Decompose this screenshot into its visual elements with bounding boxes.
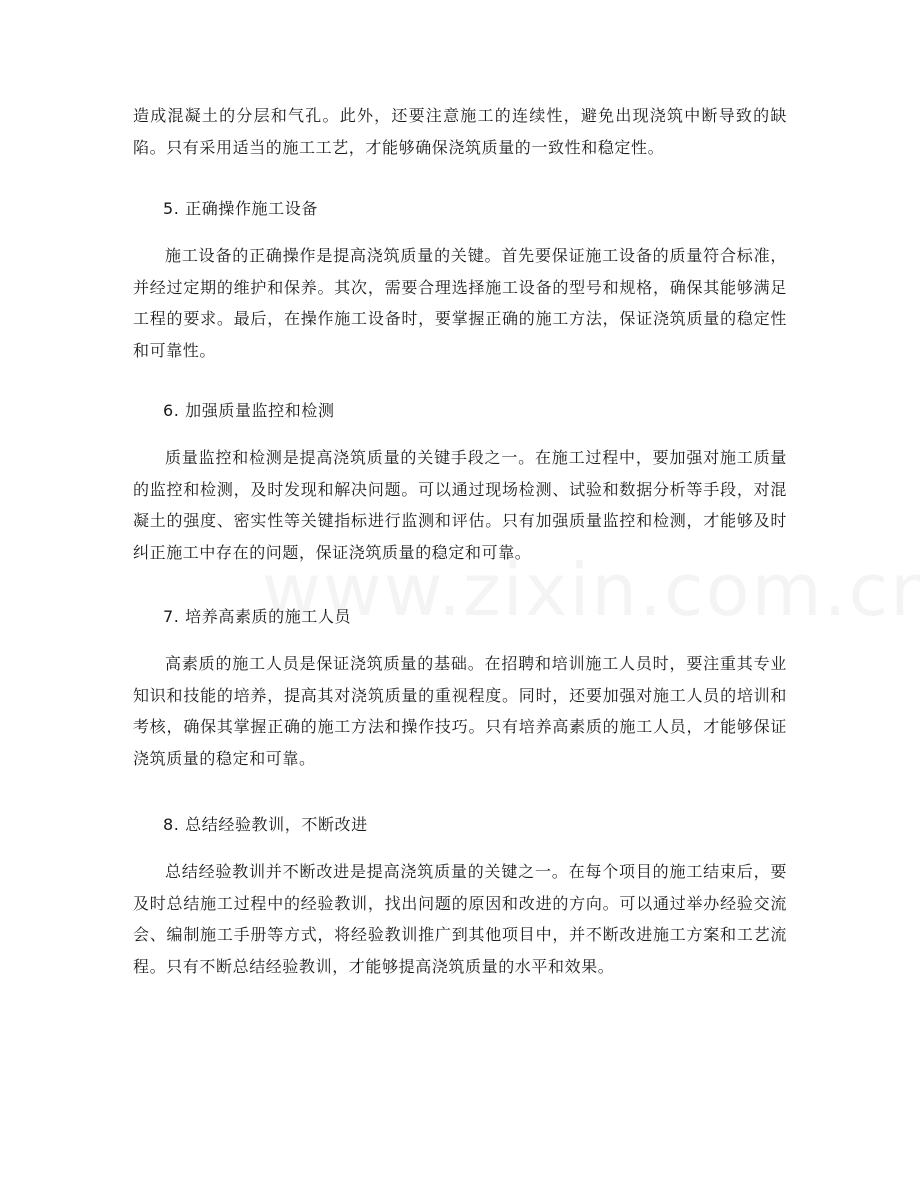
section-body-5: [133, 240, 787, 366]
section-body-6: [133, 442, 787, 568]
section-heading-5: 5. 正确操作施工设备: [163, 199, 318, 218]
section-heading-7: 7. 培养高素质的施工人员: [163, 607, 352, 626]
paragraph-text: 质量监控和检测是提高浇筑质量的关键手段之一。在施工过程中，要加强对施工质量的监控和检测，及时发现和解决问题。可以通过现场检测、试验和数据分析等手段，对混凝土的强度、密实性等关键指标进行监测和评估。只有加强质量监控和检测，才能够及时纠正施工中存在的问题，保证浇筑质量的稳定和可靠。: [133, 448, 787, 562]
paragraph-text: 总结经验教训并不断改进是提高浇筑质量的关键之一。在每个项目的施工结束后，要及时总结施工过程中的经验教训，找出问题的原因和改进的方向。可以通过举办经验交流会、编制施工手册等方式，将经验教训推广到其他项目中，并不断改进施工方案和工艺流程。只有不断总结经验教训，才能够提高浇筑质量的水平和效果。: [133, 862, 787, 976]
section-body-7: [133, 648, 787, 774]
section-heading-8: 8. 总结经验教训，不断改进: [163, 815, 368, 834]
paragraph-text: 施工设备的正确操作是提高浇筑质量的关键。首先要保证施工设备的质量符合标准，并经过定期的维护和保养。其次，需要合理选择施工设备的型号和规格，确保其能够满足工程的要求。最后，在操作施工设备时，要掌握正确的施工方法，保证浇筑质量的稳定性和可靠性。: [133, 246, 787, 360]
paragraph-text: 造成混凝土的分层和气孔。此外，还要注意施工的连续性，避免出现浇筑中断导致的缺陷。只有采用适当的施工工艺，才能够确保浇筑质量的一致性和稳定性。: [133, 106, 787, 157]
section-body-8: [133, 856, 787, 982]
paragraph-text: 高素质的施工人员是保证浇筑质量的基础。在招聘和培训施工人员时，要注重其专业知识和技能的培养，提高其对浇筑质量的重视程度。同时，还要加强对施工人员的培训和考核，确保其掌握正确的施工方法和操作技巧。只有培养高素质的施工人员，才能够保证浇筑质量的稳定和可靠。: [133, 654, 787, 768]
section-heading-6: 6. 加强质量监控和检测: [163, 401, 335, 420]
intro-continuation-paragraph: [133, 100, 787, 163]
